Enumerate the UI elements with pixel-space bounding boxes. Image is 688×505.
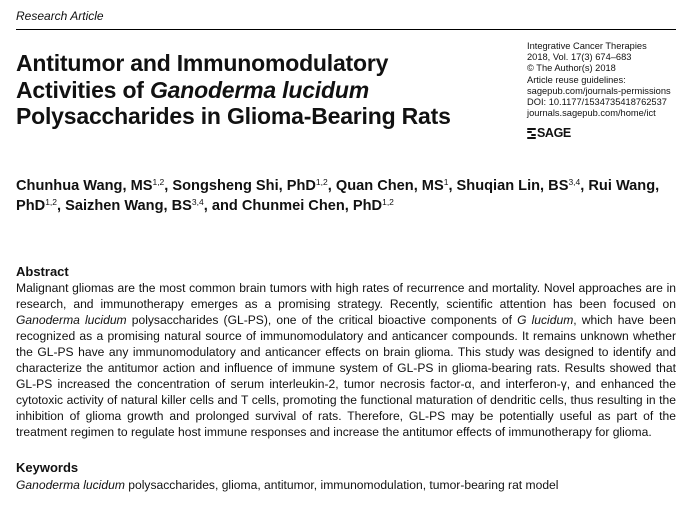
- article-type-label: Research Article: [16, 9, 104, 23]
- author-separator: ,: [327, 178, 336, 194]
- author-name: Chunhua Wang, MS: [16, 178, 153, 194]
- author-separator: ,: [57, 198, 66, 214]
- keywords-heading: Keywords: [16, 460, 79, 475]
- sage-s-icon: [527, 128, 536, 139]
- keyword-species: Ganoderma lucidum: [16, 478, 125, 492]
- title-text-part2: Polysaccharides in Glioma-Bearing Rats: [16, 103, 451, 129]
- header-rule: [16, 29, 676, 30]
- author-name: Shuqian Lin, BS: [456, 178, 569, 194]
- author-list: [16, 176, 676, 216]
- doi-link[interactable]: DOI: 10.1177/1534735418762537: [527, 97, 667, 108]
- author-affiliation: 1,2: [315, 177, 328, 187]
- author-affiliation: 1: [443, 177, 449, 187]
- keywords-body: [16, 477, 676, 493]
- publisher-name: SAGE: [537, 126, 571, 140]
- abstract-text-2: polysaccharides (GL-PS), one of the critical bioactive components of: [126, 313, 518, 327]
- journal-home-link[interactable]: journals.sagepub.com/home/ict: [527, 108, 656, 119]
- title-text-part1: Antitumor and Immunomodulatory Activities of: [16, 50, 389, 103]
- title-species: Ganoderma lucidum: [149, 76, 369, 103]
- publisher-logo: [527, 126, 571, 140]
- author-separator: , and: [203, 198, 242, 214]
- author-separator: ,: [164, 178, 173, 194]
- journal-name: Integrative Cancer Therapies: [527, 41, 647, 51]
- article-title: [16, 50, 486, 130]
- author-name: Chunmei Chen, PhD: [241, 198, 383, 214]
- permissions-link[interactable]: sagepub.com/journals-permissions: [527, 85, 671, 96]
- author-name: Rui Wang, PhD: [16, 178, 660, 214]
- author-affiliation: 1,2: [152, 177, 165, 187]
- abstract-species-1: Ganoderma lucidum: [16, 313, 127, 327]
- reuse-label: Article reuse guidelines:: [527, 74, 626, 85]
- author-separator: ,: [580, 178, 589, 194]
- author-affiliation: 3,4: [568, 177, 581, 187]
- author-name: Songsheng Shi, PhD: [172, 178, 316, 194]
- author-name: Saizhen Wang, BS: [65, 198, 192, 214]
- author-affiliation: 1,2: [382, 197, 394, 207]
- journal-volume: 2018, Vol. 17(3) 674–683: [527, 52, 632, 63]
- author-affiliation: 1,2: [45, 197, 58, 207]
- abstract-text-3: , which have been recognized as a promising natural source of immunomodulatory and anticancer compounds. It remains unknown whether the GL-PS have any immunomodulatory and anticancer effects on brain glioma. This study was designed to identify and characterize the antitumor action and influence of immune system of GL-PS in glioma-bearing rats. Results showed that GL-PS increased the concentration of serum interleukin-2, tumor necrosis factor-α, and interferon-γ, and enhanced the cytotoxic activity of natural killer cells and T cells, promoting the functional maturation of dendritic cells, thus resulting in the inhibition of glioma growth and prolonged survival of rats. Therefore, GL-PS may be potentially useful as part of the treatment regimen to regulate host immune responses and increase the antitumor effects of immunotherapy for glioma.: [16, 313, 676, 439]
- author-affiliation: 3,4: [191, 197, 204, 207]
- abstract-heading: Abstract: [16, 264, 69, 279]
- author-name: Quan Chen, MS: [335, 178, 444, 194]
- abstract-species-2: G lucidum: [517, 313, 574, 327]
- journal-info: [527, 41, 677, 119]
- copyright-line: © The Author(s) 2018: [527, 63, 616, 74]
- abstract-text-1: Malignant gliomas are the most common brain tumors with high rates of recurrence and mortality. Novel approaches are in research, and immunotherapy emerges as a promising strategy. Recently, scientific attention has been focused on: [16, 281, 676, 311]
- keywords-list: polysaccharides, glioma, antitumor, immunomodulation, tumor-bearing rat model: [124, 478, 559, 492]
- abstract-body: [16, 280, 676, 440]
- author-separator: ,: [448, 178, 457, 194]
